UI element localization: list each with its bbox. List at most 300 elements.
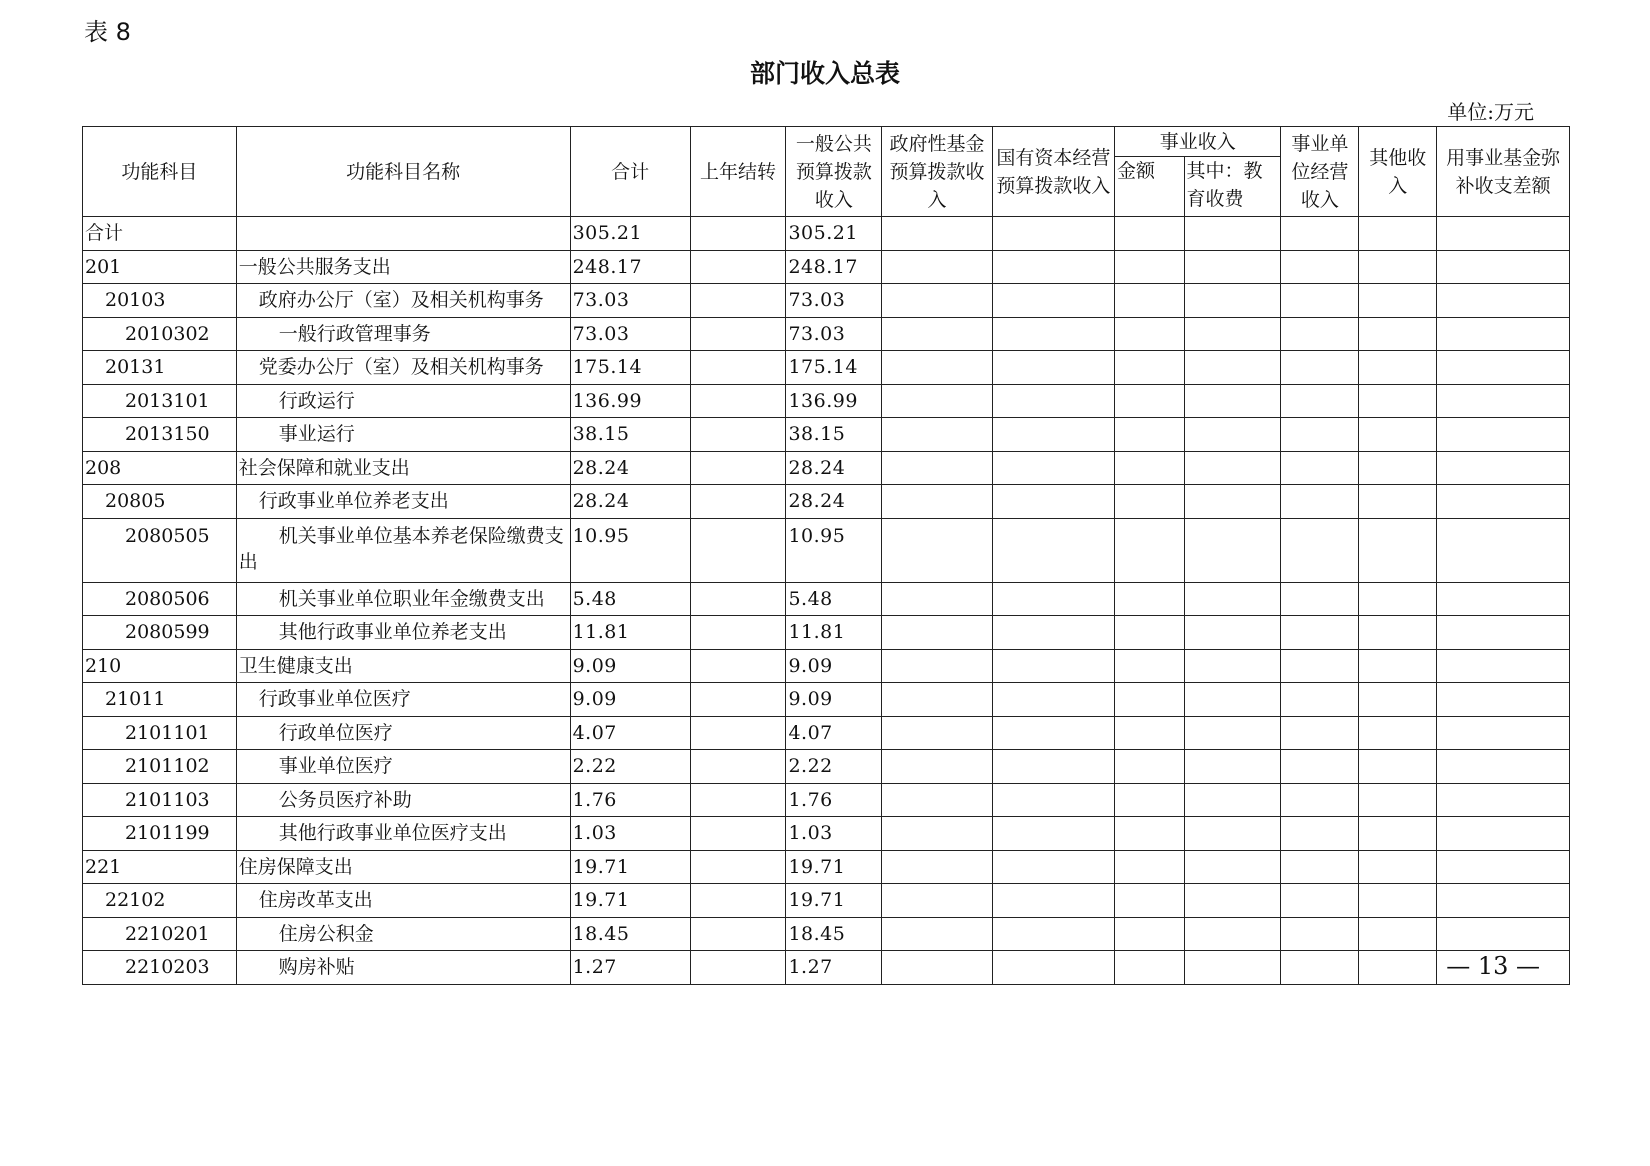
row-code: 201 <box>83 250 237 284</box>
row-general-budget: 9.09 <box>786 649 882 683</box>
row-empty <box>992 418 1114 452</box>
row-name: 机关事业单位基本养老保险缴费支出 <box>236 518 570 582</box>
unit-label: 单位:万元 <box>1447 100 1534 124</box>
header-name: 功能科目名称 <box>236 127 570 217</box>
row-empty <box>882 750 993 784</box>
row-total: 28.24 <box>570 485 690 519</box>
row-carryover <box>690 649 786 683</box>
row-code: 2013150 <box>83 418 237 452</box>
row-name: 社会保障和就业支出 <box>236 451 570 485</box>
row-total: 19.71 <box>570 884 690 918</box>
row-empty <box>1281 716 1359 750</box>
row-empty <box>1437 917 1570 951</box>
row-total: 136.99 <box>570 384 690 418</box>
table-row <box>83 485 1570 519</box>
row-general-budget: 73.03 <box>786 284 882 318</box>
row-empty <box>1115 582 1185 616</box>
row-empty <box>1359 917 1437 951</box>
row-general-budget: 28.24 <box>786 485 882 519</box>
row-empty <box>1115 951 1185 985</box>
row-empty <box>1437 384 1570 418</box>
table-row <box>83 250 1570 284</box>
row-general-budget: 136.99 <box>786 384 882 418</box>
row-carryover <box>690 683 786 717</box>
row-empty <box>1359 485 1437 519</box>
row-empty <box>1115 518 1185 582</box>
row-empty <box>1115 250 1185 284</box>
row-empty <box>1115 817 1185 851</box>
row-empty <box>1184 884 1281 918</box>
row-code: 2080599 <box>83 616 237 650</box>
row-total: 1.03 <box>570 817 690 851</box>
table-row <box>83 951 1570 985</box>
row-empty <box>992 817 1114 851</box>
row-empty <box>992 683 1114 717</box>
row-code: 20805 <box>83 485 237 519</box>
row-total: 28.24 <box>570 451 690 485</box>
table-row <box>83 683 1570 717</box>
row-general-budget: 1.76 <box>786 783 882 817</box>
row-empty <box>1281 582 1359 616</box>
row-empty <box>1184 250 1281 284</box>
row-name: 行政事业单位医疗 <box>236 683 570 717</box>
row-carryover <box>690 850 786 884</box>
row-empty <box>1281 451 1359 485</box>
row-empty <box>1184 649 1281 683</box>
row-empty <box>992 884 1114 918</box>
row-empty <box>992 250 1114 284</box>
header-business-amount: 金额 <box>1115 157 1185 217</box>
row-total: 305.21 <box>570 217 690 251</box>
table-row <box>83 384 1570 418</box>
row-empty <box>1115 284 1185 318</box>
row-total: 73.03 <box>570 317 690 351</box>
row-empty <box>1437 850 1570 884</box>
row-empty <box>1437 683 1570 717</box>
row-empty <box>1437 817 1570 851</box>
page-title: 部门收入总表 <box>749 59 900 88</box>
row-carryover <box>690 451 786 485</box>
row-empty <box>882 884 993 918</box>
row-general-budget: 2.22 <box>786 750 882 784</box>
row-empty <box>1115 649 1185 683</box>
row-empty <box>1437 317 1570 351</box>
table-row <box>83 217 1570 251</box>
row-code: 2101102 <box>83 750 237 784</box>
header-state-capital: 国有资本经营预算拨款收入 <box>992 127 1114 217</box>
table-row <box>83 582 1570 616</box>
row-name: 其他行政事业单位医疗支出 <box>236 817 570 851</box>
row-carryover <box>690 750 786 784</box>
row-empty <box>1184 451 1281 485</box>
row-general-budget: 1.27 <box>786 951 882 985</box>
table-row <box>83 616 1570 650</box>
row-empty <box>1437 616 1570 650</box>
row-total: 248.17 <box>570 250 690 284</box>
row-empty <box>882 250 993 284</box>
row-empty <box>882 451 993 485</box>
row-empty <box>1115 418 1185 452</box>
row-general-budget: 5.48 <box>786 582 882 616</box>
row-empty <box>1115 384 1185 418</box>
row-empty <box>1281 850 1359 884</box>
row-empty <box>1359 451 1437 485</box>
row-empty <box>1281 783 1359 817</box>
row-empty <box>1359 716 1437 750</box>
row-empty <box>1184 485 1281 519</box>
row-empty <box>1437 518 1570 582</box>
row-empty <box>1115 351 1185 385</box>
row-name: 其他行政事业单位养老支出 <box>236 616 570 650</box>
table-row <box>83 451 1570 485</box>
row-empty <box>882 418 993 452</box>
row-total: 38.15 <box>570 418 690 452</box>
row-name <box>236 217 570 251</box>
row-empty <box>1359 884 1437 918</box>
header-total: 合计 <box>570 127 690 217</box>
row-empty <box>1281 817 1359 851</box>
row-carryover <box>690 716 786 750</box>
row-empty <box>882 317 993 351</box>
row-empty <box>1437 351 1570 385</box>
row-general-budget: 248.17 <box>786 250 882 284</box>
row-empty <box>1281 351 1359 385</box>
row-empty <box>1281 250 1359 284</box>
row-empty <box>1115 683 1185 717</box>
row-name: 事业运行 <box>236 418 570 452</box>
row-empty <box>882 485 993 519</box>
row-code: 2080506 <box>83 582 237 616</box>
row-empty <box>1184 582 1281 616</box>
header-unit-operating: 事业单位经营收入 <box>1281 127 1359 217</box>
row-total: 9.09 <box>570 649 690 683</box>
header-business-income: 事业收入 <box>1115 127 1281 157</box>
table-row <box>83 518 1570 582</box>
table-row <box>83 783 1570 817</box>
row-empty <box>1115 485 1185 519</box>
row-empty <box>1281 518 1359 582</box>
row-code: 2013101 <box>83 384 237 418</box>
header-code: 功能科目 <box>83 127 237 217</box>
row-name: 行政事业单位养老支出 <box>236 485 570 519</box>
row-carryover <box>690 317 786 351</box>
row-empty <box>992 351 1114 385</box>
row-general-budget: 305.21 <box>786 217 882 251</box>
table-row <box>83 418 1570 452</box>
row-carryover <box>690 250 786 284</box>
row-code: 208 <box>83 451 237 485</box>
row-empty <box>1184 951 1281 985</box>
row-carryover <box>690 884 786 918</box>
row-code: 2101103 <box>83 783 237 817</box>
row-empty <box>1359 750 1437 784</box>
row-empty <box>1281 951 1359 985</box>
row-empty <box>1359 616 1437 650</box>
row-empty <box>1115 217 1185 251</box>
row-empty <box>1281 917 1359 951</box>
row-empty <box>1184 351 1281 385</box>
row-general-budget: 9.09 <box>786 683 882 717</box>
row-code: 2101199 <box>83 817 237 851</box>
row-empty <box>1115 750 1185 784</box>
row-carryover <box>690 217 786 251</box>
row-name: 住房保障支出 <box>236 850 570 884</box>
row-empty <box>1359 817 1437 851</box>
row-empty <box>992 217 1114 251</box>
row-name: 住房公积金 <box>236 917 570 951</box>
row-name: 卫生健康支出 <box>236 649 570 683</box>
row-code: 2210201 <box>83 917 237 951</box>
row-empty <box>882 616 993 650</box>
row-empty <box>1184 284 1281 318</box>
row-name: 政府办公厅（室）及相关机构事务 <box>236 284 570 318</box>
row-empty <box>1437 418 1570 452</box>
row-general-budget: 38.15 <box>786 418 882 452</box>
row-empty <box>1359 951 1437 985</box>
row-general-budget: 28.24 <box>786 451 882 485</box>
row-carryover <box>690 418 786 452</box>
row-code: 210 <box>83 649 237 683</box>
row-name: 行政单位医疗 <box>236 716 570 750</box>
row-total: 18.45 <box>570 917 690 951</box>
row-carryover <box>690 518 786 582</box>
row-carryover <box>690 485 786 519</box>
row-empty <box>1359 649 1437 683</box>
row-general-budget: 175.14 <box>786 351 882 385</box>
row-carryover <box>690 351 786 385</box>
header-carryover: 上年结转 <box>690 127 786 217</box>
row-empty <box>1437 582 1570 616</box>
row-empty <box>882 716 993 750</box>
row-code: 合计 <box>83 217 237 251</box>
table-row <box>83 284 1570 318</box>
row-empty <box>1359 317 1437 351</box>
row-empty <box>1437 217 1570 251</box>
row-empty <box>1184 750 1281 784</box>
row-total: 19.71 <box>570 850 690 884</box>
row-empty <box>992 284 1114 318</box>
row-empty <box>992 384 1114 418</box>
row-empty <box>1359 384 1437 418</box>
row-empty <box>1184 850 1281 884</box>
row-code: 22102 <box>83 884 237 918</box>
row-empty <box>1281 485 1359 519</box>
row-empty <box>1281 418 1359 452</box>
row-empty <box>1437 716 1570 750</box>
table-row <box>83 817 1570 851</box>
row-empty <box>1359 518 1437 582</box>
row-empty <box>1359 418 1437 452</box>
row-empty <box>1115 451 1185 485</box>
row-code: 2010302 <box>83 317 237 351</box>
row-carryover <box>690 284 786 318</box>
table-row <box>83 850 1570 884</box>
row-empty <box>1184 683 1281 717</box>
row-total: 2.22 <box>570 750 690 784</box>
table-row <box>83 917 1570 951</box>
row-empty <box>882 284 993 318</box>
row-empty <box>1359 783 1437 817</box>
table-header <box>83 127 1570 217</box>
row-empty <box>1281 649 1359 683</box>
row-empty <box>992 616 1114 650</box>
row-code: 2080505 <box>83 518 237 582</box>
row-empty <box>1281 884 1359 918</box>
row-total: 1.27 <box>570 951 690 985</box>
row-carryover <box>690 783 786 817</box>
header-fund-offset: 用事业基金弥补收支差额 <box>1437 127 1570 217</box>
row-empty <box>1281 217 1359 251</box>
row-empty <box>1281 384 1359 418</box>
row-empty <box>992 485 1114 519</box>
row-total: 9.09 <box>570 683 690 717</box>
row-empty <box>1115 317 1185 351</box>
row-name: 机关事业单位职业年金缴费支出 <box>236 582 570 616</box>
row-empty <box>1359 582 1437 616</box>
row-empty <box>1184 317 1281 351</box>
row-carryover <box>690 384 786 418</box>
row-empty <box>1281 317 1359 351</box>
row-empty <box>1359 850 1437 884</box>
row-empty <box>1115 716 1185 750</box>
row-empty <box>992 750 1114 784</box>
row-general-budget: 73.03 <box>786 317 882 351</box>
table-row <box>83 649 1570 683</box>
row-total: 11.81 <box>570 616 690 650</box>
row-empty <box>882 649 993 683</box>
row-empty <box>882 217 993 251</box>
row-code: 21011 <box>83 683 237 717</box>
row-empty <box>992 951 1114 985</box>
row-empty <box>1437 284 1570 318</box>
page-number: — 13 — <box>1446 952 1540 980</box>
row-total: 73.03 <box>570 284 690 318</box>
row-total: 175.14 <box>570 351 690 385</box>
row-empty <box>882 951 993 985</box>
row-empty <box>1184 616 1281 650</box>
header-other: 其他收入 <box>1359 127 1437 217</box>
row-carryover <box>690 817 786 851</box>
row-empty <box>1281 683 1359 717</box>
header-gov-fund: 政府性基金预算拨款收入 <box>882 127 993 217</box>
row-empty <box>1359 683 1437 717</box>
header-business-edu: 其中：教育收费 <box>1184 157 1281 217</box>
row-empty <box>1281 750 1359 784</box>
row-total: 4.07 <box>570 716 690 750</box>
row-name: 一般公共服务支出 <box>236 250 570 284</box>
row-empty <box>1184 418 1281 452</box>
row-empty <box>882 351 993 385</box>
row-empty <box>882 518 993 582</box>
row-empty <box>1115 616 1185 650</box>
row-general-budget: 18.45 <box>786 917 882 951</box>
row-name: 事业单位医疗 <box>236 750 570 784</box>
row-general-budget: 11.81 <box>786 616 882 650</box>
row-code: 20131 <box>83 351 237 385</box>
row-code: 221 <box>83 850 237 884</box>
row-empty <box>992 850 1114 884</box>
income-summary-table <box>82 126 1570 985</box>
row-empty <box>1184 716 1281 750</box>
row-empty <box>992 716 1114 750</box>
row-empty <box>1184 817 1281 851</box>
row-empty <box>882 783 993 817</box>
row-empty <box>882 817 993 851</box>
table-row <box>83 716 1570 750</box>
row-code: 2101101 <box>83 716 237 750</box>
row-empty <box>1437 884 1570 918</box>
row-empty <box>1184 518 1281 582</box>
row-empty <box>1359 351 1437 385</box>
row-empty <box>992 451 1114 485</box>
row-empty <box>1437 485 1570 519</box>
table-body <box>83 217 1570 985</box>
row-empty <box>882 582 993 616</box>
row-empty <box>992 917 1114 951</box>
row-total: 10.95 <box>570 518 690 582</box>
row-carryover <box>690 582 786 616</box>
row-general-budget: 10.95 <box>786 518 882 582</box>
row-carryover <box>690 917 786 951</box>
row-empty <box>992 582 1114 616</box>
table-label: 表 8 <box>84 18 131 46</box>
row-empty <box>1281 284 1359 318</box>
row-empty <box>1359 250 1437 284</box>
row-empty <box>1437 451 1570 485</box>
row-carryover <box>690 951 786 985</box>
row-empty <box>992 783 1114 817</box>
row-empty <box>1359 284 1437 318</box>
row-general-budget: 19.71 <box>786 884 882 918</box>
row-name: 住房改革支出 <box>236 884 570 918</box>
row-total: 1.76 <box>570 783 690 817</box>
row-empty <box>1437 250 1570 284</box>
row-empty <box>1437 750 1570 784</box>
table-row <box>83 750 1570 784</box>
row-empty <box>1115 884 1185 918</box>
row-empty <box>882 850 993 884</box>
row-empty <box>882 683 993 717</box>
table-row <box>83 351 1570 385</box>
row-empty <box>992 518 1114 582</box>
row-empty <box>1184 783 1281 817</box>
row-carryover <box>690 616 786 650</box>
row-name: 行政运行 <box>236 384 570 418</box>
row-general-budget: 19.71 <box>786 850 882 884</box>
row-empty <box>992 649 1114 683</box>
row-empty <box>1437 649 1570 683</box>
row-empty <box>1115 850 1185 884</box>
row-empty <box>1184 917 1281 951</box>
row-empty <box>882 917 993 951</box>
row-name: 一般行政管理事务 <box>236 317 570 351</box>
row-empty <box>1115 783 1185 817</box>
row-total: 5.48 <box>570 582 690 616</box>
row-empty <box>1359 217 1437 251</box>
table-row <box>83 884 1570 918</box>
row-name: 购房补贴 <box>236 951 570 985</box>
row-empty <box>1184 384 1281 418</box>
row-empty <box>1281 616 1359 650</box>
row-name: 党委办公厅（室）及相关机构事务 <box>236 351 570 385</box>
row-empty <box>882 384 993 418</box>
row-general-budget: 4.07 <box>786 716 882 750</box>
table-row <box>83 317 1570 351</box>
row-empty <box>1437 783 1570 817</box>
row-code: 2210203 <box>83 951 237 985</box>
row-code: 20103 <box>83 284 237 318</box>
row-general-budget: 1.03 <box>786 817 882 851</box>
